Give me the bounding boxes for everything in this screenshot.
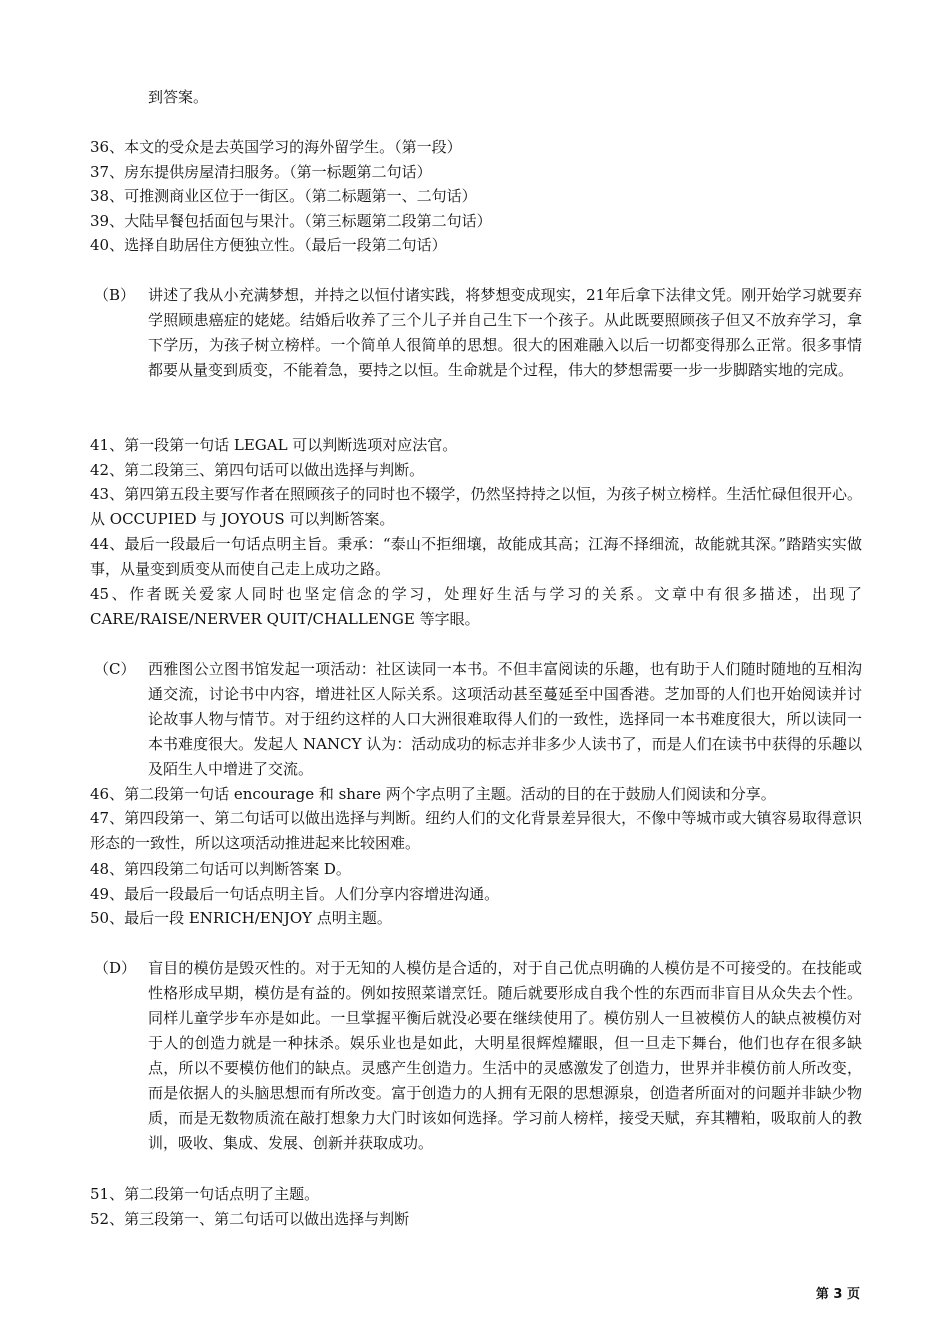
section-c-summary: 西雅图公立图书馆发起一项活动：社区读同一本书。不但丰富阅读的乐趣，也有助于人们随时随地的互相沟通交流，讨论书中内容，增进社区人际关系。这项活动甚至蔓延至中国香港。芝加哥的人们也开始阅读并讨论故事人物与情节。对于纽约这样的人口大洲很难取得人们的一致性，选择同一本书难度很大，所以读同一本书难度很大。发起人 NANCY 认为：活动成功的标志并非多少人读书了，而是人们在读书中获得的乐趣以及陌生人中增进了交流。 — [148, 660, 862, 778]
section-tag-c: （C） — [94, 660, 136, 678]
answer-item: 50、最后一段 ENRICH/ENJOY 点明主题。 — [90, 909, 392, 927]
answer-item: 43、第四第五段主要写作者在照顾孩子的同时也不辍学，仍然坚持持之以恒，为孩子树立榜样。生活忙碌但很开心。从 OCCUPIED 与 JOYOUS 可以判断答案。 — [90, 485, 862, 528]
continued-line: 到答案。 — [148, 88, 209, 106]
section-b-summary: 讲述了我从小充满梦想，并持之以恒付诸实践，将梦想变成现实，21年后拿下法律文凭。刚开始学习就要弃学照顾患癌症的姥姥。结婚后收养了三个儿子并自己生下一个孩子。从此既要照顾孩子但又不放弃学习，拿下学历，为孩子树立榜样。一个简单人很简单的思想。很大的困难融入以后一切都变得那么正常。很多事情都要从量变到质变，不能着急，要持之以恒。生命就是个过程，伟大的梦想需要一步一步脚踏实地的完成。 — [148, 286, 862, 379]
answer-item: 49、最后一段最后一句话点明主旨。人们分享内容增进沟通。 — [90, 885, 500, 903]
answer-item: 41、第一段第一句话 LEGAL 可以判断选项对应法官。 — [90, 436, 458, 454]
section-tag-d: （D） — [94, 959, 137, 977]
answer-item: 47、第四段第一、第二句话可以做出选择与判断。纽约人们的文化背景差异很大，不像中等城市或大镇容易取得意识形态的一致性，所以这项活动推进起来比较困难。 — [90, 809, 862, 852]
answer-item: 46、第二段第一句话 encourage 和 share 两个字点明了主题。活动的目的在于鼓励人们阅读和分享。 — [90, 785, 776, 803]
page-number: 第 3 页 — [815, 1287, 860, 1302]
answer-item: 51、第二段第一句话点明了主题。 — [90, 1185, 320, 1203]
answer-item: 39、大陆早餐包括面包与果汁。（第三标题第二段第二句话） — [90, 212, 492, 230]
answer-item: 44、最后一段最后一句话点明主旨。秉承：“泰山不拒细壤，故能成其高；江海不择细流，故能就其深。”踏踏实实做事，从量变到质变从而使自己走上成功之路。 — [90, 535, 862, 578]
answer-item: 45、作者既关爱家人同时也坚定信念的学习，处理好生活与学习的关系。文章中有很多描述，出现了CARE/RAISE/NERVER QUIT/CHALLENGE 等字眼。 — [90, 585, 862, 628]
section-tag-b: （B） — [94, 286, 136, 304]
answer-item: 52、第三段第一、第二句话可以做出选择与判断 — [90, 1210, 410, 1228]
answer-item: 36、本文的受众是去英国学习的海外留学生。（第一段） — [90, 138, 462, 156]
answer-item: 48、第四段第二句话可以判断答案 D。 — [90, 860, 351, 878]
answer-item: 37、房东提供房屋清扫服务。（第一标题第二句话） — [90, 163, 432, 181]
answer-item: 40、选择自助居住方便独立性。（最后一段第二句话） — [90, 236, 447, 254]
answer-item: 38、可推测商业区位于一街区。（第二标题第一、二句话） — [90, 187, 477, 205]
answer-item: 42、第二段第三、第四句话可以做出选择与判断。 — [90, 461, 425, 479]
section-d-summary: 盲目的模仿是毁灭性的。对于无知的人模仿是合适的，对于自己优点明确的人模仿是不可接受的。在技能或性格形成早期，模仿是有益的。例如按照菜谱烹饪。随后就要形成自我个性的东西而非盲目从众失去个性。同样儿童学步车亦是如此。一旦掌握平衡后就没必要在继续使用了。模仿别人一旦被模仿人的缺点被模仿对于人的创造力就是一种抹杀。娱乐业也是如此，大明星很辉煌耀眼，但一旦走下舞台，他们也存在很多缺点，所以不要模仿他们的缺点。灵感产生创造力。生活中的灵感激发了创造力，世界并非模仿前人所改变，而是依据人的头脑思想而有所改变。富于创造力的人拥有无限的思想源泉，创造者所面对的问题并非缺少物质，而是无数物质流在敲打想象力大门时该如何选择。学习前人榜样，接受天赋，弃其糟粕，吸取前人的教训，吸收、集成、发展、创新并获取成功。 — [148, 959, 862, 1152]
